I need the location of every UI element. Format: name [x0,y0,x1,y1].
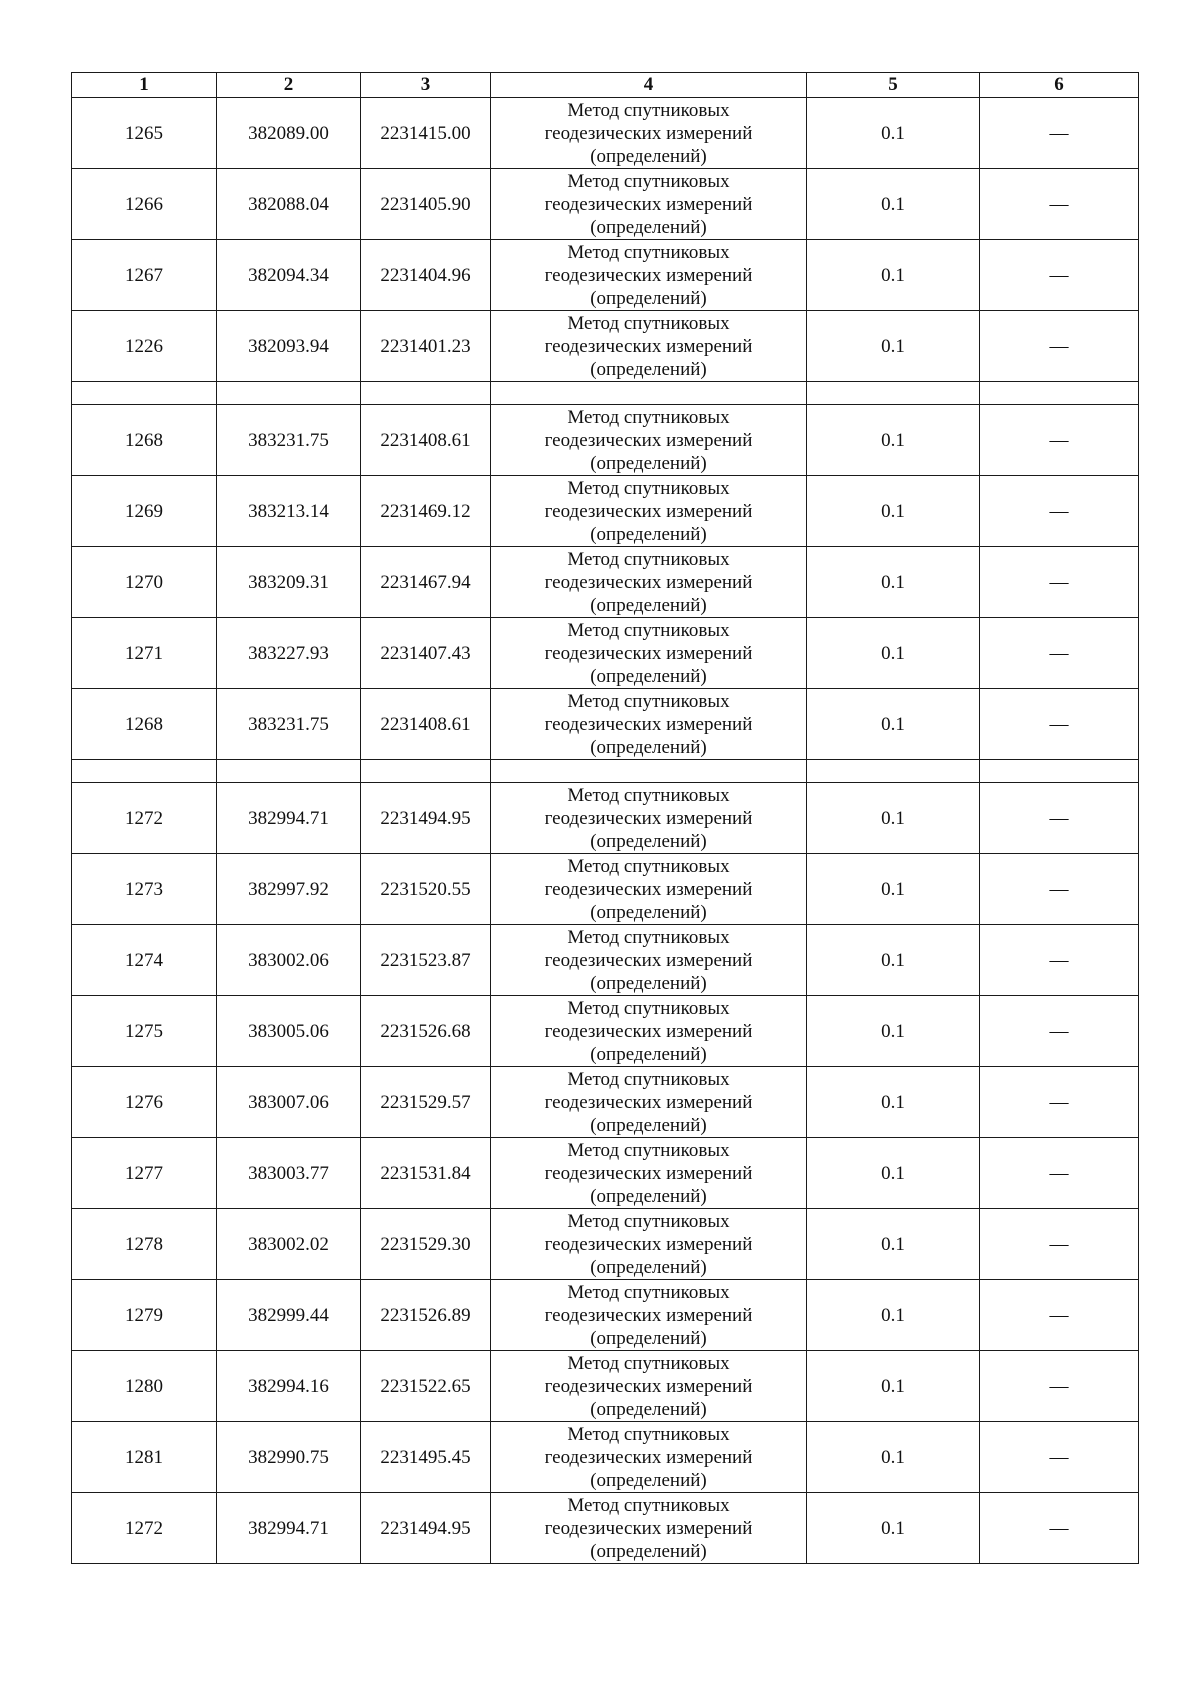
cell-point-number: 1274 [72,925,217,996]
cell-coord-y: 2231529.57 [361,1067,491,1138]
method-text-line: Метод спутниковых [567,548,730,570]
cell-accuracy: 0.1 [807,618,980,689]
cell-coord-x: 382089.00 [217,98,361,169]
cell-note: — [980,98,1139,169]
cell-note: — [980,618,1139,689]
cell-coord-x: 383231.75 [217,689,361,760]
method-text-line: геодезических измерений [544,429,753,451]
table-row [72,1138,1139,1209]
cell-accuracy: 0.1 [807,240,980,311]
cell-coord-x: 382994.71 [217,1493,361,1564]
cell-method [491,1351,807,1422]
cell-point-number: 1272 [72,1493,217,1564]
column-header-3: 3 [361,73,491,98]
method-text-line: (определений) [590,901,707,923]
cell-accuracy: 0.1 [807,1351,980,1422]
method-text-line: Метод спутниковых [567,1423,730,1445]
method-text-line: (определений) [590,736,707,758]
method-text-line: (определений) [590,1540,707,1562]
cell-coord-x: 383002.02 [217,1209,361,1280]
method-text-line: геодезических измерений [544,878,753,900]
cell-coord-x: 382094.34 [217,240,361,311]
cell-accuracy: 0.1 [807,1209,980,1280]
empty-cell [361,382,491,405]
empty-cell [980,382,1139,405]
cell-point-number: 1276 [72,1067,217,1138]
cell-coord-y: 2231520.55 [361,854,491,925]
table-row [72,169,1139,240]
cell-coord-y: 2231531.84 [361,1138,491,1209]
empty-cell [491,760,807,783]
cell-coord-y: 2231404.96 [361,240,491,311]
empty-cell [217,382,361,405]
cell-accuracy: 0.1 [807,1280,980,1351]
method-text-line: геодезических измерений [544,1020,753,1042]
method-text-line: геодезических измерений [544,335,753,357]
cell-method [491,405,807,476]
cell-method [491,169,807,240]
cell-coord-y: 2231495.45 [361,1422,491,1493]
method-text-line: геодезических измерений [544,122,753,144]
cell-coord-x: 382997.92 [217,854,361,925]
method-text-line: (определений) [590,216,707,238]
cell-accuracy: 0.1 [807,169,980,240]
cell-coord-y: 2231522.65 [361,1351,491,1422]
table-row [72,476,1139,547]
column-header-5: 5 [807,73,980,98]
cell-point-number: 1270 [72,547,217,618]
table-row [72,783,1139,854]
cell-coord-y: 2231526.89 [361,1280,491,1351]
table-row [72,311,1139,382]
table-row [72,1422,1139,1493]
cell-point-number: 1268 [72,405,217,476]
cell-coord-x: 383209.31 [217,547,361,618]
cell-accuracy: 0.1 [807,996,980,1067]
cell-coord-x: 383231.75 [217,405,361,476]
method-text-line: Метод спутниковых [567,1139,730,1161]
column-header-6: 6 [980,73,1139,98]
cell-note: — [980,1280,1139,1351]
cell-point-number: 1275 [72,996,217,1067]
method-text-line: Метод спутниковых [567,997,730,1019]
method-text-line: (определений) [590,287,707,309]
cell-coord-y: 2231405.90 [361,169,491,240]
table-row [72,925,1139,996]
method-text-line: геодезических измерений [544,1446,753,1468]
method-text-line: геодезических измерений [544,713,753,735]
method-text-line: Метод спутниковых [567,99,730,121]
method-text-line: Метод спутниковых [567,690,730,712]
cell-accuracy: 0.1 [807,405,980,476]
empty-cell [807,382,980,405]
method-text-line: Метод спутниковых [567,1352,730,1374]
cell-coord-y: 2231408.61 [361,689,491,760]
cell-note: — [980,854,1139,925]
cell-point-number: 1267 [72,240,217,311]
cell-note: — [980,925,1139,996]
cell-note: — [980,689,1139,760]
method-text-line: Метод спутниковых [567,855,730,877]
cell-note: — [980,1351,1139,1422]
cell-note: — [980,1493,1139,1564]
empty-cell [217,760,361,783]
method-text-line: геодезических измерений [544,949,753,971]
cell-accuracy: 0.1 [807,925,980,996]
method-text-line: геодезических измерений [544,807,753,829]
cell-point-number: 1277 [72,1138,217,1209]
table-separator-row [72,382,1139,405]
method-text-line: геодезических измерений [544,193,753,215]
empty-cell [72,382,217,405]
cell-note: — [980,1209,1139,1280]
cell-note: — [980,405,1139,476]
cell-method [491,98,807,169]
cell-point-number: 1269 [72,476,217,547]
cell-coord-x: 382994.71 [217,783,361,854]
table-header-row [72,73,1139,98]
cell-method [491,996,807,1067]
cell-accuracy: 0.1 [807,98,980,169]
cell-method [491,689,807,760]
cell-coord-x: 382093.94 [217,311,361,382]
cell-coord-x: 383213.14 [217,476,361,547]
method-text-line: геодезических измерений [544,571,753,593]
table-row [72,618,1139,689]
cell-coord-x: 383003.77 [217,1138,361,1209]
method-text-line: геодезических измерений [544,1517,753,1539]
method-text-line: Метод спутниковых [567,406,730,428]
cell-method [491,925,807,996]
table-row [72,1351,1139,1422]
cell-point-number: 1279 [72,1280,217,1351]
cell-point-number: 1280 [72,1351,217,1422]
cell-accuracy: 0.1 [807,783,980,854]
cell-coord-x: 383002.06 [217,925,361,996]
table-row [72,1280,1139,1351]
cell-method [491,1067,807,1138]
column-header-2: 2 [217,73,361,98]
cell-coord-y: 2231494.95 [361,783,491,854]
cell-accuracy: 0.1 [807,1422,980,1493]
cell-accuracy: 0.1 [807,311,980,382]
table-row [72,405,1139,476]
method-text-line: геодезических измерений [544,1233,753,1255]
method-text-line: (определений) [590,830,707,852]
table-row [72,996,1139,1067]
method-text-line: (определений) [590,452,707,474]
cell-coord-y: 2231408.61 [361,405,491,476]
table-row [72,240,1139,311]
cell-point-number: 1272 [72,783,217,854]
cell-accuracy: 0.1 [807,547,980,618]
cell-coord-y: 2231401.23 [361,311,491,382]
table-row [72,98,1139,169]
cell-accuracy: 0.1 [807,1493,980,1564]
table-row [72,854,1139,925]
cell-accuracy: 0.1 [807,1067,980,1138]
method-text-line: геодезических измерений [544,1162,753,1184]
method-text-line: геодезических измерений [544,642,753,664]
table-row [72,689,1139,760]
empty-cell [72,760,217,783]
table-row [72,1209,1139,1280]
cell-coord-y: 2231415.00 [361,98,491,169]
table-body [72,98,1139,1564]
empty-cell [491,382,807,405]
method-text-line: Метод спутниковых [567,1494,730,1516]
cell-point-number: 1271 [72,618,217,689]
cell-method [491,1493,807,1564]
cell-note: — [980,476,1139,547]
column-header-4: 4 [491,73,807,98]
method-text-line: Метод спутниковых [567,1068,730,1090]
cell-note: — [980,1138,1139,1209]
method-text-line: (определений) [590,358,707,380]
coordinates-table [71,72,1139,1564]
method-text-line: геодезических измерений [544,1375,753,1397]
cell-coord-y: 2231523.87 [361,925,491,996]
cell-note: — [980,1422,1139,1493]
cell-coord-x: 382990.75 [217,1422,361,1493]
cell-point-number: 1266 [72,169,217,240]
cell-note: — [980,240,1139,311]
table-row [72,1493,1139,1564]
cell-point-number: 1226 [72,311,217,382]
cell-coord-x: 382999.44 [217,1280,361,1351]
cell-accuracy: 0.1 [807,689,980,760]
method-text-line: геодезических измерений [544,1091,753,1113]
method-text-line: Метод спутниковых [567,784,730,806]
column-header-1: 1 [72,73,217,98]
method-text-line: (определений) [590,1398,707,1420]
cell-point-number: 1268 [72,689,217,760]
cell-method [491,783,807,854]
method-text-line: Метод спутниковых [567,170,730,192]
method-text-line: Метод спутниковых [567,477,730,499]
cell-coord-y: 2231469.12 [361,476,491,547]
cell-coord-y: 2231494.95 [361,1493,491,1564]
cell-note: — [980,1067,1139,1138]
cell-method [491,547,807,618]
method-text-line: (определений) [590,972,707,994]
method-text-line: (определений) [590,1185,707,1207]
cell-coord-x: 383227.93 [217,618,361,689]
empty-cell [807,760,980,783]
cell-coord-x: 382088.04 [217,169,361,240]
method-text-line: Метод спутниковых [567,926,730,948]
cell-coord-x: 382994.16 [217,1351,361,1422]
method-text-line: (определений) [590,1469,707,1491]
method-text-line: (определений) [590,665,707,687]
method-text-line: (определений) [590,1043,707,1065]
method-text-line: (определений) [590,145,707,167]
cell-method [491,854,807,925]
cell-point-number: 1265 [72,98,217,169]
method-text-line: (определений) [590,1114,707,1136]
cell-coord-y: 2231526.68 [361,996,491,1067]
cell-coord-y: 2231467.94 [361,547,491,618]
cell-method [491,1138,807,1209]
method-text-line: геодезических измерений [544,264,753,286]
cell-method [491,476,807,547]
cell-point-number: 1278 [72,1209,217,1280]
method-text-line: (определений) [590,1327,707,1349]
method-text-line: (определений) [590,594,707,616]
cell-note: — [980,783,1139,854]
cell-method [491,1209,807,1280]
method-text-line: геодезических измерений [544,1304,753,1326]
method-text-line: Метод спутниковых [567,312,730,334]
cell-note: — [980,169,1139,240]
cell-accuracy: 0.1 [807,854,980,925]
method-text-line: (определений) [590,523,707,545]
method-text-line: геодезических измерений [544,500,753,522]
method-text-line: Метод спутниковых [567,619,730,641]
empty-cell [361,760,491,783]
cell-method [491,240,807,311]
cell-method [491,1280,807,1351]
cell-note: — [980,547,1139,618]
cell-method [491,311,807,382]
table-row [72,1067,1139,1138]
cell-accuracy: 0.1 [807,476,980,547]
cell-accuracy: 0.1 [807,1138,980,1209]
method-text-line: Метод спутниковых [567,1281,730,1303]
cell-point-number: 1273 [72,854,217,925]
cell-note: — [980,311,1139,382]
cell-method [491,1422,807,1493]
cell-point-number: 1281 [72,1422,217,1493]
table-row [72,547,1139,618]
cell-coord-x: 383005.06 [217,996,361,1067]
cell-coord-x: 383007.06 [217,1067,361,1138]
method-text-line: Метод спутниковых [567,1210,730,1232]
table-separator-row [72,760,1139,783]
method-text-line: Метод спутниковых [567,241,730,263]
cell-method [491,618,807,689]
cell-note: — [980,996,1139,1067]
cell-coord-y: 2231529.30 [361,1209,491,1280]
method-text-line: (определений) [590,1256,707,1278]
empty-cell [980,760,1139,783]
cell-coord-y: 2231407.43 [361,618,491,689]
